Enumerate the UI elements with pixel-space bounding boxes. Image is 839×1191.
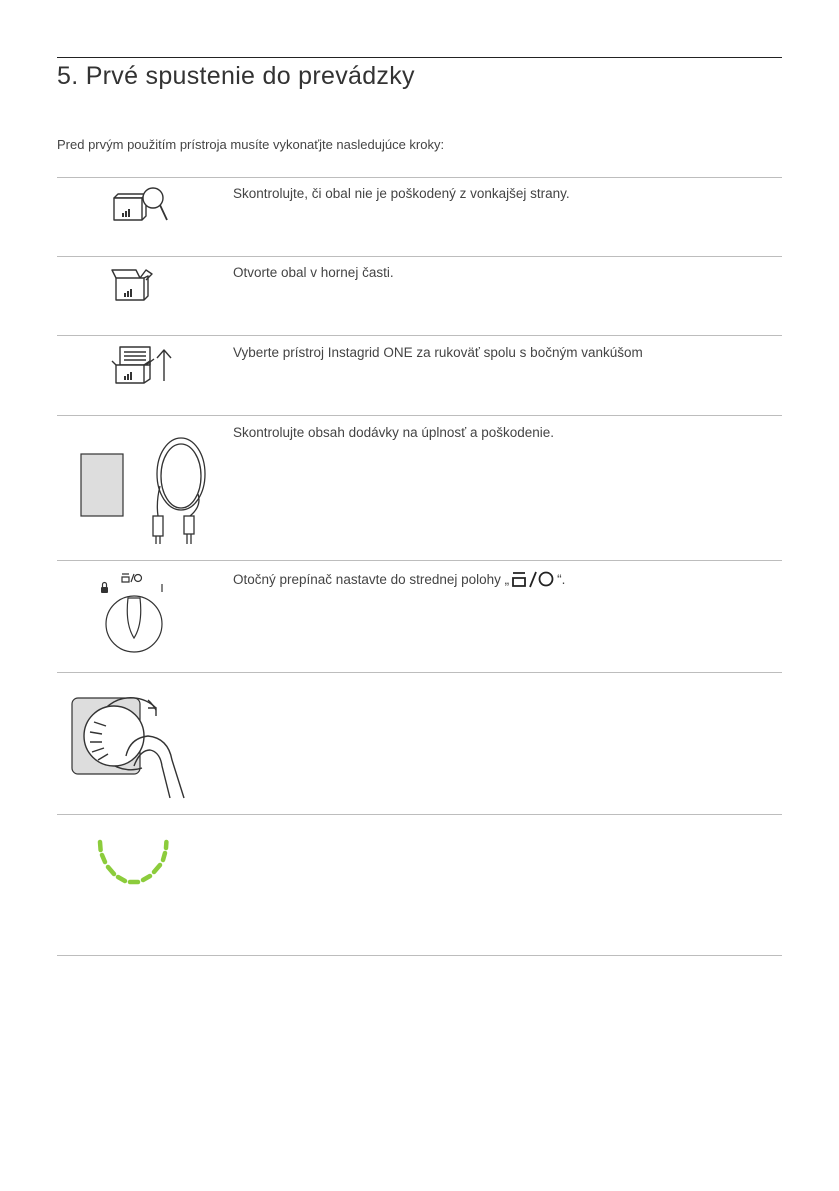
rotary-switch-icon <box>98 572 170 656</box>
box-lift-icon <box>110 343 174 385</box>
page-title: 5. Prvé spustenie do prevádzky <box>57 62 415 90</box>
row-divider <box>57 560 782 561</box>
step-5-text: Otočný prepínač nastavte do strednej polohy „ “. <box>233 572 566 587</box>
open-box-icon <box>110 264 158 304</box>
step-3-text: Vyberte prístroj Instagrid ONE za rukoväť spolu s bočným vankúšom <box>233 345 643 360</box>
row-divider <box>57 177 782 178</box>
step-1-text: Skontrolujte, či obal nie je poškodený z vonkajšej strany. <box>233 186 570 201</box>
plug-insert-icon <box>68 686 192 800</box>
manual-booklet-icon <box>81 454 123 516</box>
row-divider <box>57 256 782 257</box>
row-divider <box>57 814 782 815</box>
battery-off-symbol-icon <box>511 570 555 588</box>
step-2-text: Otvorte obal v hornej časti. <box>233 265 394 280</box>
row-divider <box>57 415 782 416</box>
row-divider <box>57 955 782 956</box>
intro-text: Pred prvým použitím prístroja musíte vykonaťjte nasledujúce kroky: <box>57 137 445 152</box>
top-rule <box>57 57 782 58</box>
power-cable-icon <box>153 438 205 544</box>
row-divider <box>57 672 782 673</box>
green-led-ring-icon <box>92 838 174 890</box>
contents-manual-cable-icon <box>78 436 218 550</box>
box-magnifier-icon <box>110 184 170 224</box>
step-4-text: Skontrolujte obsah dodávky na úplnosť a poškodenie. <box>233 425 555 440</box>
row-divider <box>57 335 782 336</box>
